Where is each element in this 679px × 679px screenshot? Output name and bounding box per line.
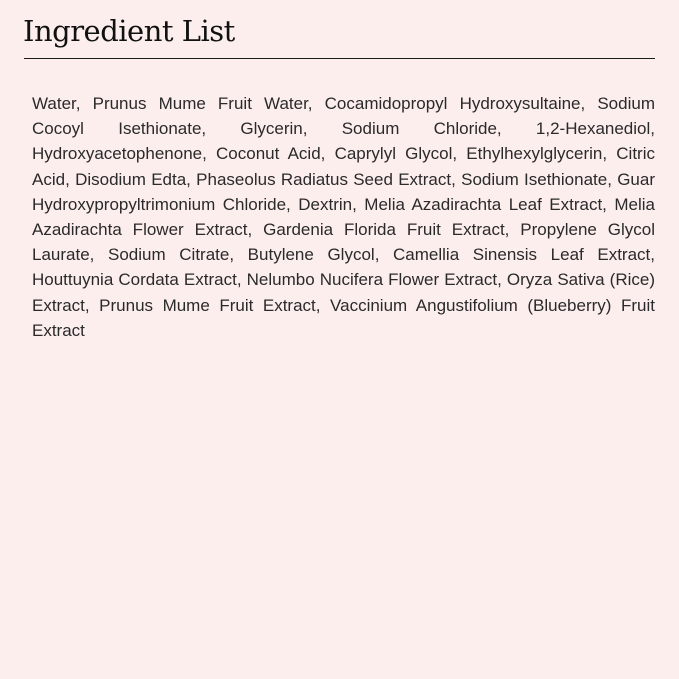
ingredients-paragraph: Water, Prunus Mume Fruit Water, Cocamidopropyl Hydroxysultaine, Sodium Cocoyl Isethionate, Glycerin, Sodium Chloride, 1,2-Hexanediol, Hydroxyacetophenone, Coconut Acid, Caprylyl Glycol, Ethylhexylglycerin, Citric Acid, Disodium Edta, Phaseolus Radiatus Seed Extract, Sodium Isethionate, Guar Hydroxypropyltrimonium Chloride, Dextrin, Melia Azadirachta Leaf Extract, Melia Azadirachta Flower Extract, Gardenia Florida Fruit Extract, Propylene Glycol Laurate, Sodium Citrate, Butylene Glycol, Camellia Sinensis Leaf Extract, Houttuynia Cordata Extract, Nelumbo Nucifera Flower Extract, Oryza Sativa (Rice) Extract, Prunus Mume Fruit Extract, Vaccinium Angustifolium (Blueberry) Fruit Extract [32,94,655,340]
page-title: Ingredient List [23,14,235,48]
title-divider [24,58,655,59]
